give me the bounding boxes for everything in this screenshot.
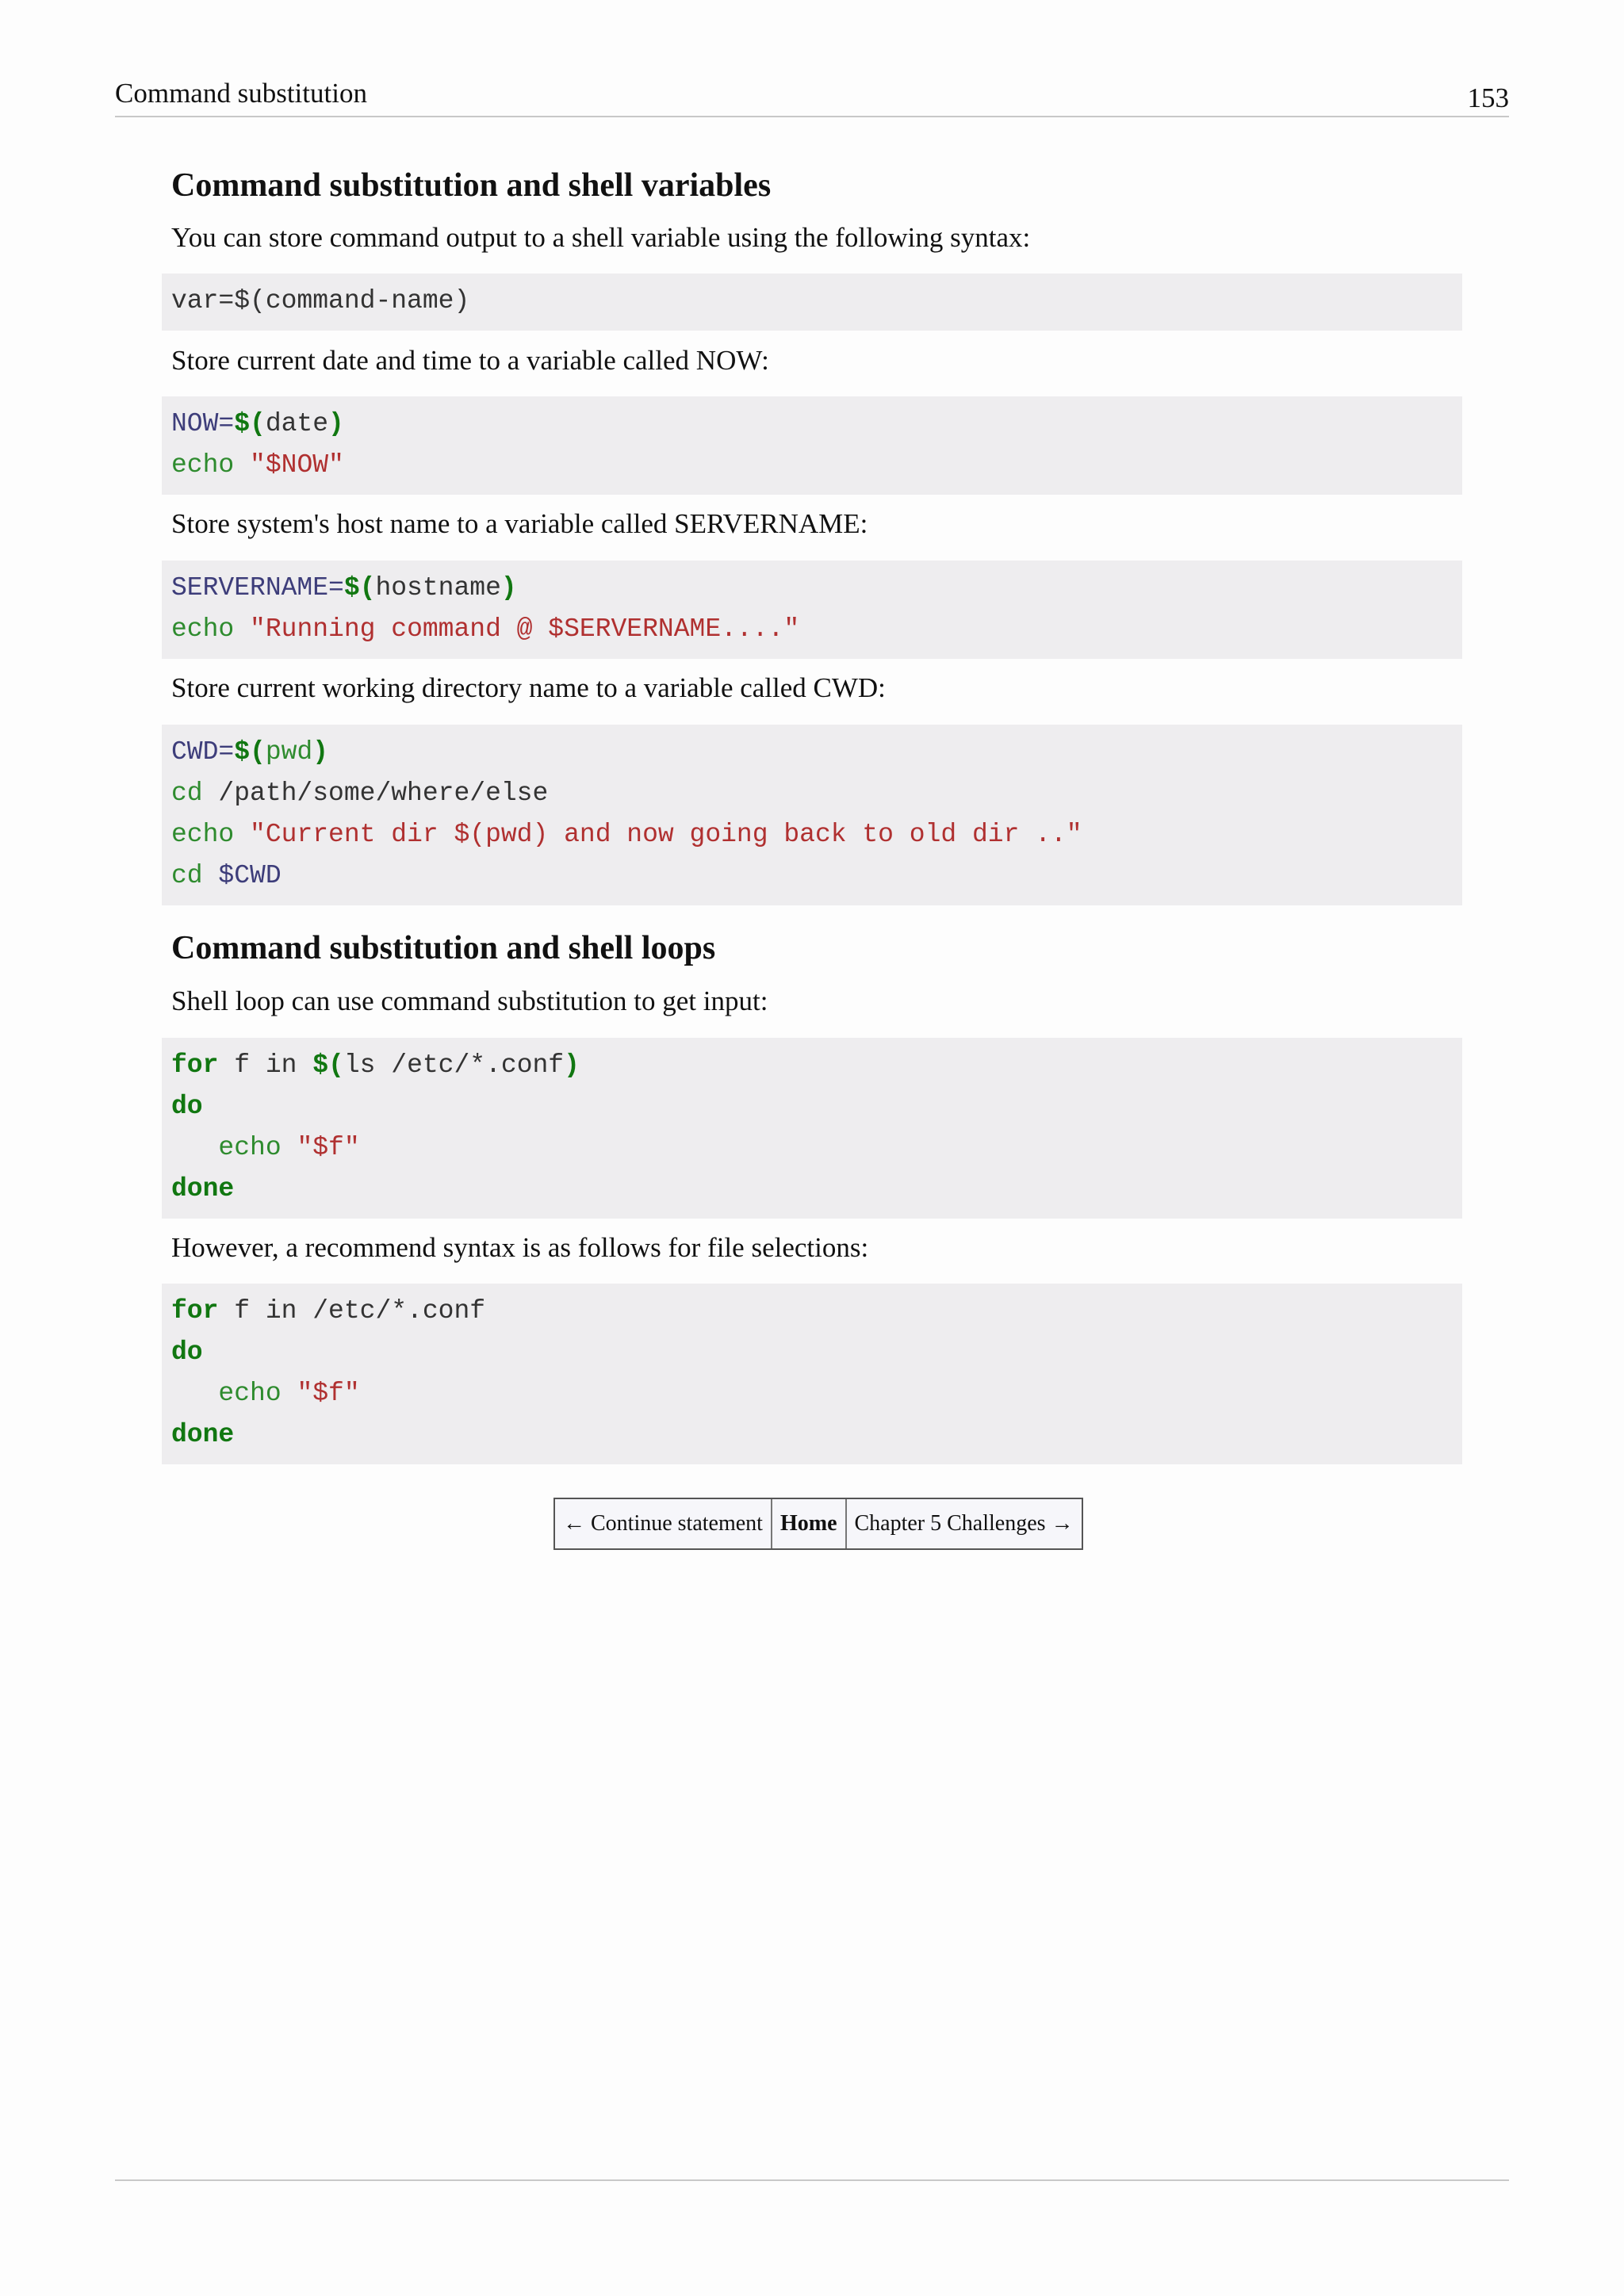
code-operator: ): [312, 737, 329, 767]
code-block-cwd: [162, 725, 1462, 905]
code-argument: /path/some/where/else: [202, 779, 549, 808]
paragraph-servername: Store system's host name to a variable called SERVERNAME:: [171, 508, 868, 539]
code-string: "$f": [297, 1379, 360, 1408]
page-header: [115, 78, 1509, 117]
code-operator: $(: [343, 573, 376, 603]
code-line: [171, 779, 548, 808]
code-variable: NOW=: [171, 409, 235, 438]
code-variable: SERVERNAME=: [171, 573, 344, 603]
code-operator: $(: [312, 1050, 344, 1080]
code-block-loop-glob: [162, 1284, 1462, 1464]
code-builtin: echo: [171, 614, 235, 644]
code-operator: ): [564, 1050, 580, 1080]
code-string: "$NOW": [250, 450, 344, 480]
nav-home-link[interactable]: Home: [772, 1499, 847, 1548]
nav-prev-link[interactable]: ← Continue statement: [555, 1499, 772, 1548]
code-line: [171, 1050, 580, 1080]
code-line: [171, 409, 344, 438]
code-line: [171, 1420, 234, 1449]
footer-rule: [115, 2179, 1509, 2181]
code-builtin: echo: [218, 1379, 282, 1408]
paragraph-now: Store current date and time to a variable called NOW:: [171, 345, 769, 376]
paragraph-cwd: Store current working directory name to a variable called CWD:: [171, 672, 886, 703]
code-keyword: do: [171, 1337, 203, 1367]
code-line: [171, 820, 1082, 849]
code-keyword: done: [171, 1174, 235, 1203]
navigation-box: [553, 1498, 1083, 1550]
code-operator: $(: [234, 409, 266, 438]
code-variable: $CWD: [218, 861, 282, 890]
code-line: [171, 614, 799, 644]
code-operator: ): [500, 573, 517, 603]
code-text: f in: [218, 1050, 313, 1080]
code-line: [171, 1296, 485, 1326]
code-keyword: for: [171, 1050, 219, 1080]
code-string: "$f": [297, 1133, 360, 1162]
code-string: "Running command @ $SERVERNAME....": [250, 614, 800, 644]
code-block-syntax: [162, 274, 1462, 331]
code-builtin: cd: [171, 861, 203, 890]
code-line: [171, 737, 328, 767]
paragraph-recommended: However, a recommend syntax is as follows for file selections:: [171, 1232, 869, 1263]
code-line: [171, 450, 344, 480]
code-builtin: echo: [171, 820, 235, 849]
page-number: 153: [1467, 82, 1509, 113]
code-block-now: [162, 396, 1462, 495]
code-keyword: do: [171, 1092, 203, 1121]
code-builtin: cd: [171, 779, 203, 808]
code-block-servername: [162, 561, 1462, 659]
paragraph-syntax-intro: You can store command output to a shell variable using the following syntax:: [171, 222, 1031, 253]
code-operator: $(: [234, 737, 266, 767]
code-string: "Current dir $(pwd) and now going back to old dir ..": [250, 820, 1082, 849]
nav-next-link[interactable]: Chapter 5 Challenges →: [854, 1511, 1074, 1536]
code-line: [171, 573, 517, 603]
code-line: [171, 1337, 203, 1367]
code-line: [171, 1379, 360, 1408]
code-line: [171, 1092, 203, 1121]
code-builtin: echo: [218, 1133, 282, 1162]
code-command: hostname: [375, 573, 501, 603]
running-title: Command substitution: [115, 78, 367, 109]
code-keyword: done: [171, 1420, 235, 1449]
code-operator: ): [328, 409, 344, 438]
section-heading-variables: Command substitution and shell variables: [171, 167, 772, 204]
code-line: var=$(command-name): [171, 286, 470, 316]
code-builtin: pwd: [265, 737, 313, 767]
code-line: [171, 1174, 234, 1203]
section-heading-loops: Command substitution and shell loops: [171, 930, 716, 966]
code-variable: CWD=: [171, 737, 235, 767]
code-block-loop-substitution: [162, 1038, 1462, 1219]
code-builtin: echo: [171, 450, 235, 480]
code-command: date: [265, 409, 329, 438]
paragraph-loop-intro: Shell loop can use command substitution to get input:: [171, 985, 768, 1016]
code-line: [171, 1133, 360, 1162]
code-line: [171, 861, 282, 890]
code-keyword: for: [171, 1296, 219, 1326]
code-command: ls /etc/*.conf: [343, 1050, 565, 1080]
code-text: f in /etc/*.conf: [218, 1296, 486, 1326]
